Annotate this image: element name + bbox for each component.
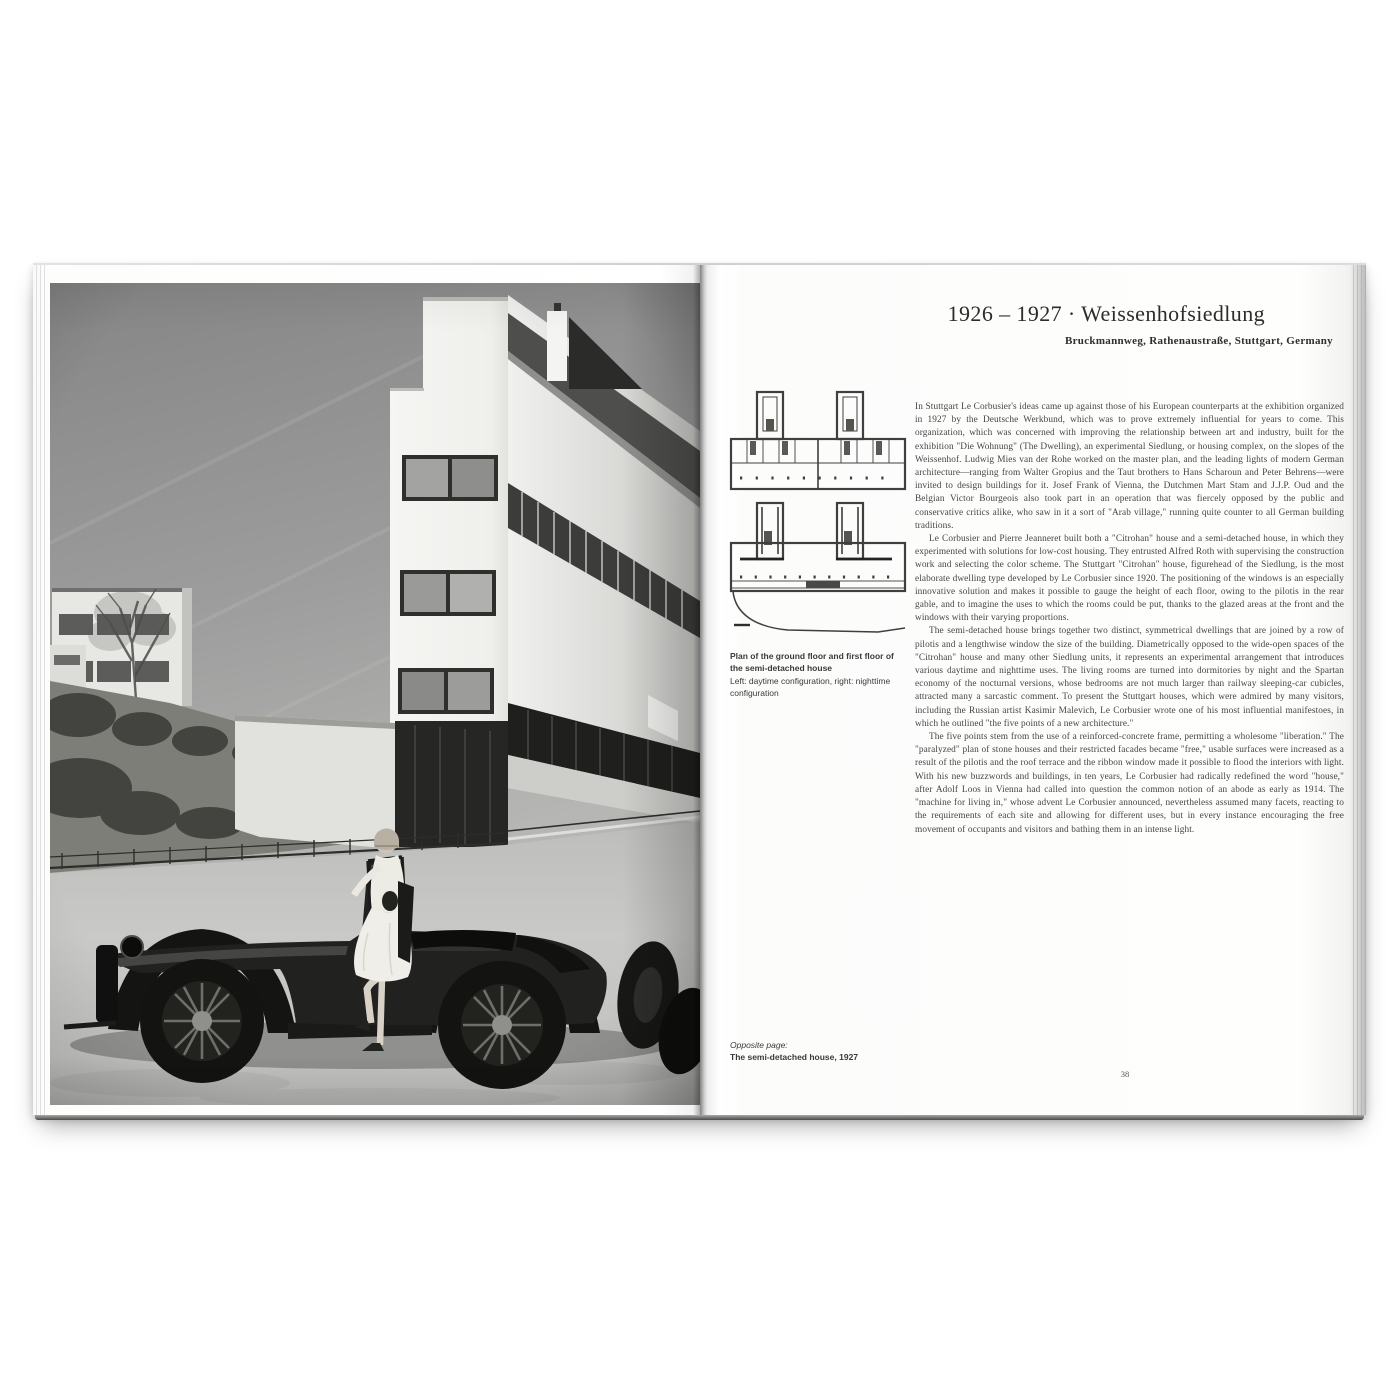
opposite-page-caption-lead: Opposite page: [730, 1040, 788, 1050]
opposite-page-caption-title: The semi-detached house, 1927 [730, 1051, 859, 1062]
figure-caption [730, 651, 900, 699]
figure-caption-normal: Left: daytime configuration, right: nighttime configuration [730, 676, 891, 698]
opposite-page-caption [730, 1040, 910, 1063]
body-paragraph: The semi-detached house brings together two distinct, symmetrical dwellings that are joined by a row of pilotis and a lengthwise window the size of the building. Diametrically opposed to the wide-open spaces of the "Citrohan" house and many other Siedlung units, it represents an experimental arrangement that introduces various daytime and nighttime uses. The living rooms are turned into dormitories by night and the Spartan economy of the nocturnal versions, whose bedrooms are not much larger than railway sleeping-car cubicles, attracted many a sarcastic comment. To present the Stuttgart houses, which were admired by many visitors, including the Russian artist Kasimir Malevich, Le Corbusier wrote one of his most influential manifestoes, in which he outlined "the five points of a new architecture." [915, 626, 1344, 729]
building-photo-illustration [50, 283, 700, 1105]
right-page [700, 263, 1366, 1115]
page-number: 38 [1120, 1069, 1130, 1079]
open-book-spread [33, 263, 1366, 1115]
floor-plans-figure [726, 389, 910, 637]
photo-vignette [50, 283, 700, 1105]
page-edges-left [33, 263, 45, 1115]
floor-plan-first-floor [731, 392, 905, 489]
page-edges-right [1350, 265, 1366, 1115]
floor-plan-ground-floor [731, 503, 905, 632]
chapter-title: 1926 – 1927 · Weissenhofsiedlung [947, 301, 1265, 326]
building-photo [50, 283, 700, 1105]
body-paragraph: In Stuttgart Le Corbusier's ideas came up against those of his European counterparts at the exhibition organized in 1927 by the Deutsche Werkbund, which was to prove extremely influential for years to come. This organization, which was concerned with improving the relationship between art and industry, built for the exhibition "Die Wohnung" (The Dwelling), an experimental Siedlung, or housing complex, on the slopes of the Weissenhof. Ludwig Mies van der Rohe worked on the master plan, and the leading lights of modern German architecture—ranging from Walter Gropius and the Taut brothers to Hans Scharoun and Peter Behrens—were invited to design buildings for it. Josef Frank of Vienna, the Dutchmen Mart Stam and J.J.P. Oud and the Belgian Victor Bourgeois also took part in an operation that was fiercely opposed by the public and conservative critics alike, who saw in it a sort of "Arab village," running quite counter to all German building traditions. [915, 402, 1344, 531]
body-paragraph: Le Corbusier and Pierre Jeanneret built both a "Citrohan" house and a semi-detached house, in which they experimented with solutions for low-cost housing. They entrusted Alfred Roth with supervising the construction work and selecting the color scheme. The Stuttgart "Citrohan" house, figurehead of the Siedlung, is the most elaborate dwelling type developed by Le Corbusier since 1920. The positioning of the windows is an especially innovative solution and makes it possible to gauge the height of each floor, owing to the pilotis in the rear gable, and to imagine the uses to which the rooms could be put, thanks to the glazed areas at the front and the windows with their varying proportions. [915, 534, 1344, 624]
figure-caption-bold: Plan of the ground floor and first floor of the semi-detached house [730, 651, 894, 673]
body-paragraph: The five points stem from the use of a reinforced-concrete frame, permitting a wholesome "liberation." The "paralyzed" plan of stone houses and their restricted facades became "free," usable surfaces were increased as a result of the pilotis and the roof terrace and the ribbon window made it possible to flood the interiors with light. With his new buzzwords and buildings, in ten years, Le Corbusier had radically redefined the word "house," after Adolf Loos in Vienna had called into question the common notion of an abode as early as 1914. The "machine for living in," whose advent Le Corbusier announced, nevertheless assumed many facets, reacting to the requirements of each site and allowing for different uses, but in every instance encouraging the free movement of occupants and visitors and bathing them in an intense light. [915, 732, 1344, 835]
chapter-subtitle: Bruckmannweg, Rathenaustraße, Stuttgart, Germany [1064, 335, 1333, 347]
left-page [33, 263, 700, 1115]
article-body [915, 401, 1344, 837]
